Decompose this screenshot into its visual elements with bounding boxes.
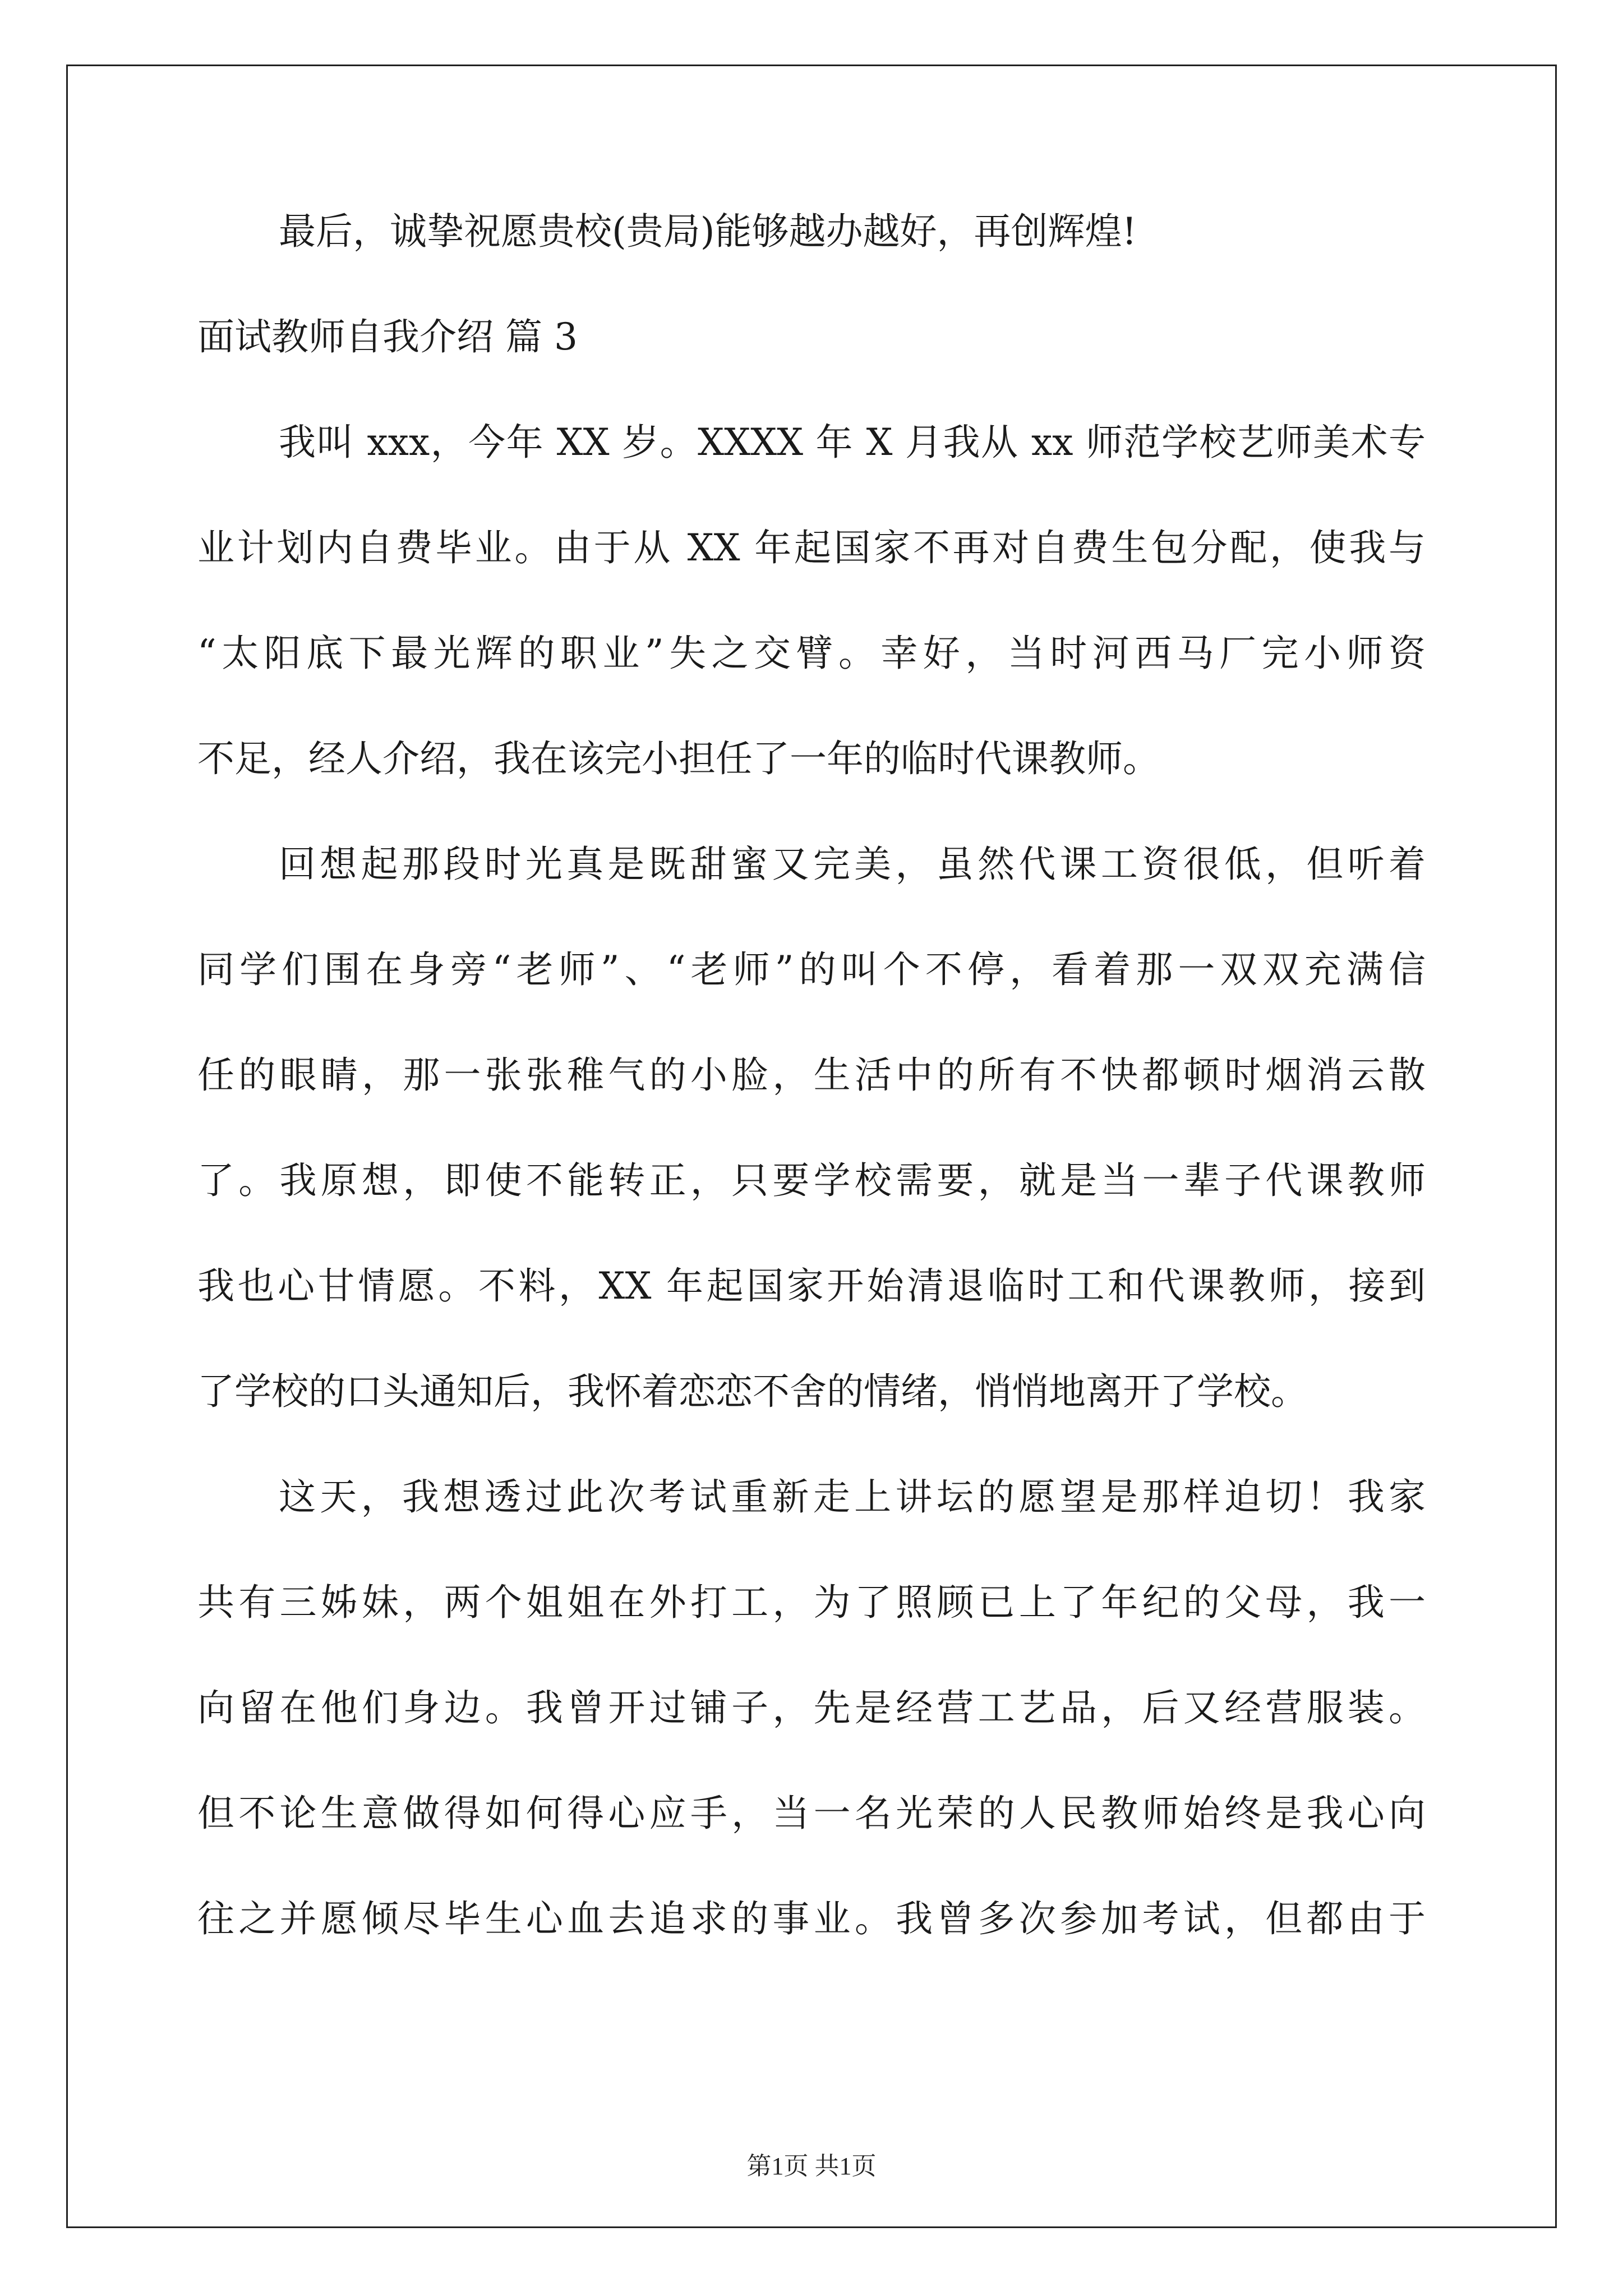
- paragraph-line: 回想起那段时光真是既甜蜜又完美，虽然代课工资很低，但听着: [279, 843, 1426, 886]
- paragraph-line: 了。我原想，即使不能转正，只要学校需要，就是当一辈子代课教师: [197, 1159, 1426, 1202]
- paragraph-line: 了学校的口头通知后，我怀着恋恋不舍的情绪，悄悄地离开了学校。: [197, 1370, 1308, 1413]
- paragraph: [197, 843, 1426, 1479]
- paragraph-line: 我叫 xxx，今年 XX 岁。XXXX 年 X 月我从 xx 师范学校艺师美术专: [279, 421, 1426, 464]
- paragraph-line: 任的眼睛，那一张张稚气的小脸，生活中的所有不快都顿时烟消云散: [197, 1053, 1426, 1097]
- document-body: [197, 210, 1426, 2006]
- paragraph: [197, 1475, 1426, 2006]
- page-footer: 第1页 共1页: [746, 2152, 877, 2180]
- paragraph-line: 共有三姊妹，两个姐姐在外打工，为了照顾已上了年纪的父母，我一: [197, 1581, 1426, 1624]
- paragraph-line: 这天，我想透过此次考试重新走上讲坛的愿望是那样迫切！我家: [279, 1475, 1426, 1519]
- paragraph-line: 我也心甘情愿。不料，XX 年起国家开始清退临时工和代课教师，接到: [197, 1264, 1426, 1308]
- paragraph-line: 业计划内自费毕业。由于从 XX 年起国家不再对自费生包分配，使我与: [197, 526, 1426, 569]
- section-title: 面试教师自我介绍 篇 3: [197, 315, 578, 358]
- paragraph-line: 同学们围在身旁“老师”、“老师”的叫个不停，看着那一双双充满信: [197, 948, 1426, 991]
- paragraph-line: 不足，经人介绍，我在该完小担任了一年的临时代课教师。: [197, 737, 1160, 780]
- paragraph-line: 向留在他们身边。我曾开过铺子，先是经营工艺品，后又经营服装。: [197, 1686, 1426, 1729]
- paragraph-line: 但不论生意做得如何得心应手，当一名光荣的人民教师始终是我心向: [197, 1792, 1426, 1835]
- closing-line: 最后，诚挚祝愿贵校(贵局)能够越办越好，再创辉煌!: [279, 210, 1137, 253]
- paragraph-line: 往之并愿倾尽毕生心血去追求的事业。我曾多次参加考试，但都由于: [197, 1897, 1426, 1940]
- paragraph: [197, 421, 1426, 846]
- paragraph-line: “太阳底下最光辉的职业”失之交臂。幸好，当时河西马厂完小师资: [197, 632, 1426, 675]
